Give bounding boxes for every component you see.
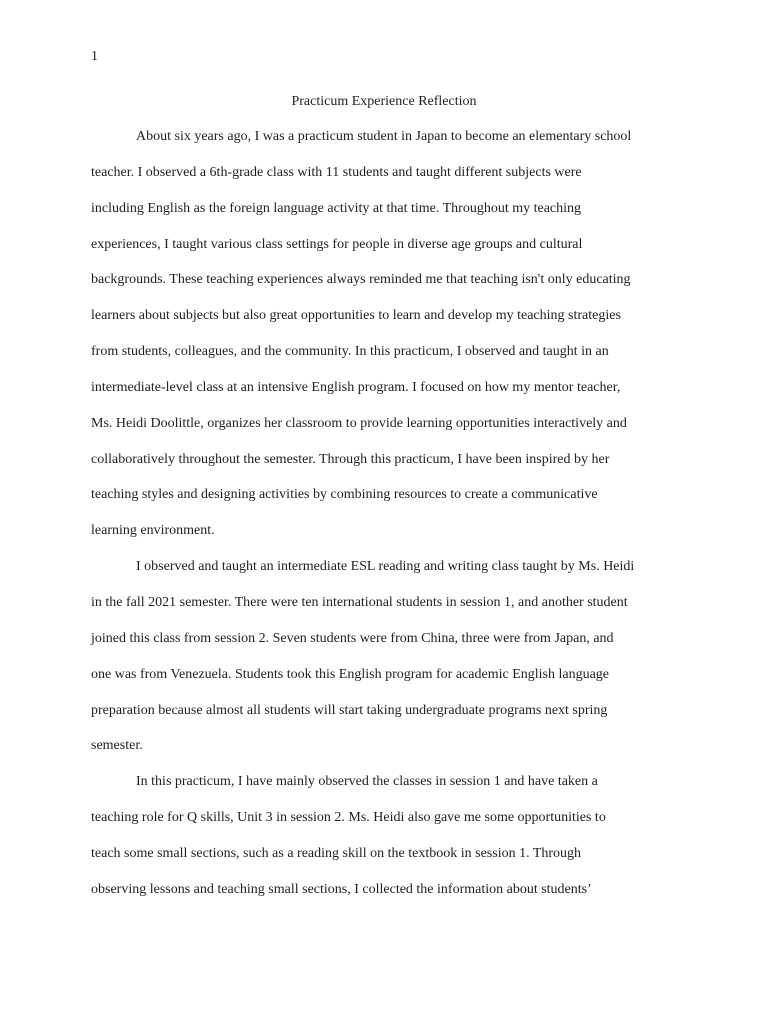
text-line: In this practicum, I have mainly observed the classes in session 1 and have taken a — [136, 774, 598, 790]
document-body — [91, 128, 681, 917]
paragraph — [91, 128, 681, 558]
text-line: teaching role for Q skills, Unit 3 in session 2. Ms. Heidi also gave me some opportunities to — [91, 810, 606, 826]
text-line: I observed and taught an intermediate ESL reading and writing class taught by Ms. Heidi — [136, 559, 635, 575]
text-line: learning environment. — [91, 523, 215, 539]
text-line: intermediate-level class at an intensive English program. I focused on how my mentor teacher, — [91, 379, 621, 395]
page-number: 1 — [91, 49, 98, 64]
text-line: preparation because almost all students will start taking undergraduate programs next spring — [91, 702, 608, 718]
text-line: joined this class from session 2. Seven students were from China, three were from Japan, and — [91, 630, 614, 646]
text-line: teaching styles and designing activities by combining resources to create a communicative — [91, 487, 598, 503]
text-line: including English as the foreign language activity at that time. Throughout my teaching — [91, 200, 582, 216]
text-line: About six years ago, I was a practicum student in Japan to become an elementary school — [136, 129, 632, 144]
text-line: teacher. I observed a 6th-grade class with 11 students and taught different subjects were — [91, 164, 582, 180]
text-line: collaboratively throughout the semester. Through this practicum, I have been inspired by her — [91, 451, 610, 467]
paragraph — [91, 773, 681, 916]
text-line: semester. — [91, 738, 143, 754]
text-line: learners about subjects but also great opportunities to learn and develop my teaching strategies — [91, 308, 621, 324]
text-line: Ms. Heidi Doolittle, organizes her classroom to provide learning opportunities interactively and — [91, 415, 627, 431]
text-line: teach some small sections, such as a reading skill on the textbook in session 1. Through — [91, 845, 582, 861]
text-line: experiences, I taught various class settings for people in diverse age groups and cultural — [91, 236, 583, 252]
text-line: observing lessons and teaching small sections, I collected the information about students’ — [91, 881, 592, 897]
text-line: one was from Venezuela. Students took this English program for academic English language — [91, 666, 609, 682]
text-line: in the fall 2021 semester. There were ten international students in session 1, and another student — [91, 594, 628, 610]
document-title: Practicum Experience Reflection — [291, 94, 477, 109]
text-line: from students, colleagues, and the community. In this practicum, I observed and taught in an — [91, 344, 609, 360]
paragraph — [91, 558, 681, 773]
text-line: backgrounds. These teaching experiences always reminded me that teaching isn't only educating — [91, 272, 631, 288]
